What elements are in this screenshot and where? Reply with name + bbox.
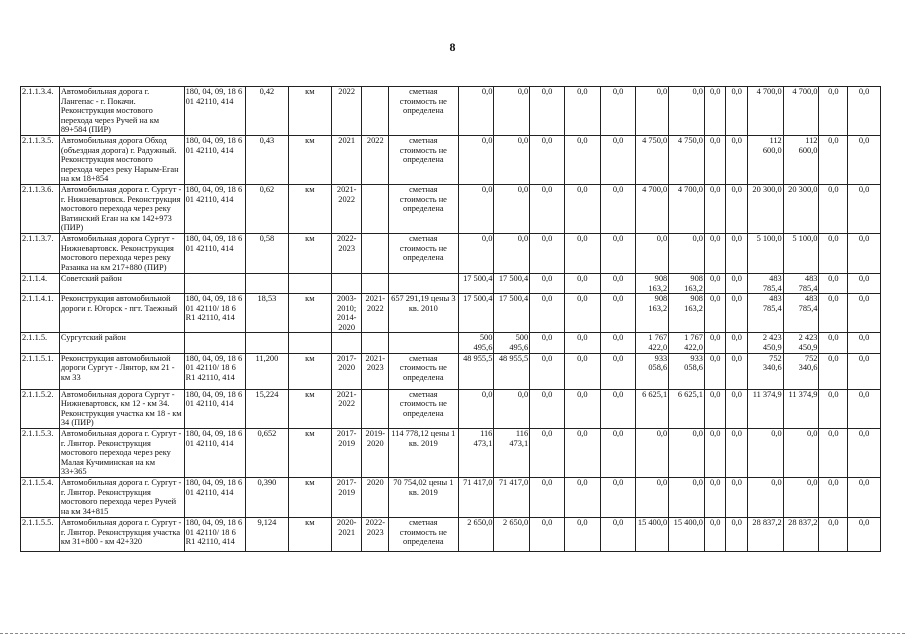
cell-regional-y3: 112 600,0 (783, 135, 819, 184)
cell-total: 0,0 (458, 389, 494, 428)
cell-build-years: 2021-2022 (362, 294, 389, 333)
cell-capacity: 0,58 (245, 233, 288, 273)
cell-federal-budget: 0,0 (530, 478, 565, 518)
cell-row-code: 2.1.1.5.3. (21, 429, 60, 478)
cell-total: 0,0 (458, 87, 494, 136)
cell-local-y3: 0,0 (819, 273, 848, 293)
cell-regional-budget: 500 495,6 (494, 333, 530, 353)
cell-estimated-cost: 657 291,19 цены 3 кв. 2010 (389, 294, 459, 333)
cell-design-years: 2003-2010; 2014-2020 (331, 294, 362, 333)
cell-total-y2: 4 700,0 (636, 184, 669, 233)
cell-design-years: 2017-2019 (331, 429, 362, 478)
cell-local-y2: 0,0 (704, 389, 725, 428)
cell-object-name: Советский район (59, 273, 184, 293)
cell-regional-budget: 17 500,4 (494, 273, 530, 293)
cell-total-y3: 0,0 (747, 429, 783, 478)
cell-other-sources: 0,0 (600, 478, 636, 518)
cell-row-code: 2.1.1.4.1. (21, 294, 60, 333)
cell-local-y3: 0,0 (819, 333, 848, 353)
cell-local-y3: 0,0 (819, 353, 848, 389)
cell-estimated-cost (389, 333, 459, 353)
cell-regional-y3: 2 423 450,9 (783, 333, 819, 353)
cell-unit: км (288, 389, 331, 428)
cell-federal-budget: 0,0 (530, 233, 565, 273)
cell-estimated-cost: сметная стоимость не определена (389, 233, 459, 273)
cell-federal-budget: 0,0 (530, 135, 565, 184)
cell-unit (288, 273, 331, 293)
table-row (21, 478, 881, 518)
cell-regional-y2: 4 750,0 (669, 135, 705, 184)
cell-object-name: Автомобильная дорога г. Сургут - г. Лянтор. Реконструкция мостового перехода через реку Малая Кучиминская на км 33+365 (59, 429, 184, 478)
cell-regional-budget: 0,0 (494, 389, 530, 428)
cell-local-y2: 0,0 (704, 478, 725, 518)
cell-capacity: 11,200 (245, 353, 288, 389)
cell-unit: км (288, 353, 331, 389)
cell-regional-budget: 48 955,5 (494, 353, 530, 389)
cell-regional-y2: 908 163,2 (669, 273, 705, 293)
cell-capacity: 15,224 (245, 389, 288, 428)
cell-budget-code: 180, 04, 09, 18 6 01 42110, 414 (184, 389, 245, 428)
cell-other-y2: 0,0 (726, 135, 747, 184)
cell-total-y2: 0,0 (636, 233, 669, 273)
cell-other-sources: 0,0 (600, 273, 636, 293)
cell-other-y3: 0,0 (848, 135, 881, 184)
cell-other-y2: 0,0 (726, 389, 747, 428)
cell-federal-budget: 0,0 (530, 389, 565, 428)
cell-local-budget: 0,0 (564, 518, 600, 552)
cell-total: 17 500,4 (458, 273, 494, 293)
cell-estimated-cost (389, 273, 459, 293)
cell-unit: км (288, 478, 331, 518)
cell-object-name: Автомобильная дорога г. Сургут - г. Лянтор. Реконструкция мостового перехода через Ручей на км 34+815 (59, 478, 184, 518)
cell-row-code: 2.1.1.3.6. (21, 184, 60, 233)
cell-other-y2: 0,0 (726, 429, 747, 478)
cell-regional-budget: 17 500,4 (494, 294, 530, 333)
cell-build-years: 2021-2023 (362, 353, 389, 389)
cell-capacity: 9,124 (245, 518, 288, 552)
cell-total-y3: 28 837,2 (747, 518, 783, 552)
cell-regional-y2: 933 058,6 (669, 353, 705, 389)
cell-budget-code: 180, 04, 09, 18 6 01 42110, 414 (184, 233, 245, 273)
cell-other-sources: 0,0 (600, 294, 636, 333)
cell-other-sources: 0,0 (600, 233, 636, 273)
cell-regional-y3: 11 374,9 (783, 389, 819, 428)
cell-local-budget: 0,0 (564, 353, 600, 389)
cell-build-years: 2022 (362, 135, 389, 184)
cell-local-y3: 0,0 (819, 429, 848, 478)
cell-row-code: 2.1.1.5.1. (21, 353, 60, 389)
cell-other-y3: 0,0 (848, 518, 881, 552)
cell-regional-y3: 0,0 (783, 429, 819, 478)
cell-regional-y2: 1 767 422,0 (669, 333, 705, 353)
cell-other-y3: 0,0 (848, 184, 881, 233)
budget-table (20, 86, 881, 552)
cell-estimated-cost: сметная стоимость не определена (389, 135, 459, 184)
cell-total: 0,0 (458, 233, 494, 273)
cell-regional-budget: 0,0 (494, 184, 530, 233)
cell-total: 17 500,4 (458, 294, 494, 333)
cell-other-y3: 0,0 (848, 273, 881, 293)
cell-unit (288, 333, 331, 353)
cell-total-y2: 0,0 (636, 429, 669, 478)
cell-build-years: 2022-2023 (362, 518, 389, 552)
cell-federal-budget: 0,0 (530, 294, 565, 333)
cell-regional-y2: 0,0 (669, 87, 705, 136)
cell-total-y2: 4 750,0 (636, 135, 669, 184)
cell-unit: км (288, 518, 331, 552)
cell-estimated-cost: сметная стоимость не определена (389, 389, 459, 428)
cell-local-budget: 0,0 (564, 273, 600, 293)
cell-total-y2: 1 767 422,0 (636, 333, 669, 353)
cell-other-y2: 0,0 (726, 184, 747, 233)
cell-local-y2: 0,0 (704, 429, 725, 478)
page-bottom-rule (0, 633, 905, 634)
cell-regional-y3: 0,0 (783, 478, 819, 518)
cell-other-y2: 0,0 (726, 87, 747, 136)
cell-build-years (362, 184, 389, 233)
cell-unit: км (288, 233, 331, 273)
table-row (21, 518, 881, 552)
cell-row-code: 2.1.1.5.4. (21, 478, 60, 518)
cell-other-y3: 0,0 (848, 478, 881, 518)
cell-object-name: Автомобильная дорога г. Лангепас - г. Покачи. Реконструкция мостового перехода через Ручей на км 89+584 (ПИР) (59, 87, 184, 136)
cell-total-y3: 2 423 450,9 (747, 333, 783, 353)
table-row (21, 294, 881, 333)
cell-other-sources: 0,0 (600, 353, 636, 389)
cell-local-y3: 0,0 (819, 233, 848, 273)
cell-other-sources: 0,0 (600, 87, 636, 136)
cell-local-y3: 0,0 (819, 135, 848, 184)
cell-estimated-cost: сметная стоимость не определена (389, 87, 459, 136)
cell-local-y3: 0,0 (819, 184, 848, 233)
cell-regional-y3: 483 785,4 (783, 294, 819, 333)
cell-total: 116 473,1 (458, 429, 494, 478)
cell-other-sources: 0,0 (600, 389, 636, 428)
cell-other-sources: 0,0 (600, 184, 636, 233)
cell-budget-code (184, 273, 245, 293)
cell-regional-y2: 0,0 (669, 478, 705, 518)
cell-total: 500 495,6 (458, 333, 494, 353)
cell-capacity: 0,390 (245, 478, 288, 518)
cell-local-y3: 0,0 (819, 478, 848, 518)
cell-object-name: Реконструкция автомобильной дороги Сургут - Лянтор, км 21 - км 33 (59, 353, 184, 389)
cell-object-name: Автомобильная дорога г. Сургут - г. Нижневартовск. Реконструкция мостового перехода через реку Ватинский Еган на км 142+973 (ПИР) (59, 184, 184, 233)
cell-regional-budget: 71 417,0 (494, 478, 530, 518)
cell-object-name: Автомобильная дорога Обход (объездная дорога) г. Радужный. Реконструкция мостового перехода через реку Нарым-Еган на км 18+854 (59, 135, 184, 184)
cell-local-y2: 0,0 (704, 233, 725, 273)
cell-row-code: 2.1.1.3.5. (21, 135, 60, 184)
cell-local-budget: 0,0 (564, 135, 600, 184)
cell-capacity (245, 273, 288, 293)
cell-budget-code: 180, 04, 09, 18 6 01 42110/ 18 6 R1 42110, 414 (184, 518, 245, 552)
cell-local-y3: 0,0 (819, 294, 848, 333)
cell-unit: км (288, 87, 331, 136)
cell-other-sources: 0,0 (600, 333, 636, 353)
cell-regional-y3: 28 837,2 (783, 518, 819, 552)
cell-budget-code: 180, 04, 09, 18 6 01 42110, 414 (184, 87, 245, 136)
cell-build-years (362, 273, 389, 293)
cell-budget-code: 180, 04, 09, 18 6 01 42110/ 18 6 R1 42110, 414 (184, 353, 245, 389)
table-row (21, 333, 881, 353)
cell-local-y2: 0,0 (704, 135, 725, 184)
cell-federal-budget: 0,0 (530, 333, 565, 353)
cell-regional-budget: 2 650,0 (494, 518, 530, 552)
table-row (21, 135, 881, 184)
cell-design-years: 2017-2020 (331, 353, 362, 389)
cell-build-years (362, 233, 389, 273)
cell-budget-code: 180, 04, 09, 18 6 01 42110, 414 (184, 184, 245, 233)
cell-regional-y2: 4 700,0 (669, 184, 705, 233)
cell-row-code: 2.1.1.3.4. (21, 87, 60, 136)
cell-design-years: 2022 (331, 87, 362, 136)
cell-total: 0,0 (458, 184, 494, 233)
cell-estimated-cost: сметная стоимость не определена (389, 184, 459, 233)
cell-federal-budget: 0,0 (530, 353, 565, 389)
cell-total-y3: 483 785,4 (747, 273, 783, 293)
cell-build-years (362, 333, 389, 353)
cell-total: 71 417,0 (458, 478, 494, 518)
cell-capacity (245, 333, 288, 353)
cell-local-budget: 0,0 (564, 333, 600, 353)
cell-budget-code: 180, 04, 09, 18 6 01 42110, 414 (184, 135, 245, 184)
cell-local-budget: 0,0 (564, 478, 600, 518)
cell-regional-budget: 116 473,1 (494, 429, 530, 478)
cell-other-y2: 0,0 (726, 273, 747, 293)
cell-other-y2: 0,0 (726, 294, 747, 333)
cell-total-y2: 15 400,0 (636, 518, 669, 552)
cell-total-y3: 11 374,9 (747, 389, 783, 428)
cell-estimated-cost: 70 754,02 цены 1 кв. 2019 (389, 478, 459, 518)
cell-other-y2: 0,0 (726, 478, 747, 518)
cell-other-y2: 0,0 (726, 333, 747, 353)
cell-total-y3: 0,0 (747, 478, 783, 518)
cell-total-y2: 908 163,2 (636, 273, 669, 293)
cell-object-name: Автомобильная дорога Сургут - Нижневартовск, км 12 - км 34. Реконструкция участка км 18 - км 34 (ПИР) (59, 389, 184, 428)
cell-regional-y2: 15 400,0 (669, 518, 705, 552)
cell-capacity: 0,62 (245, 184, 288, 233)
cell-local-y3: 0,0 (819, 518, 848, 552)
cell-local-budget: 0,0 (564, 389, 600, 428)
cell-other-y3: 0,0 (848, 294, 881, 333)
cell-unit: км (288, 184, 331, 233)
cell-unit: км (288, 429, 331, 478)
cell-regional-y3: 483 785,4 (783, 273, 819, 293)
cell-local-y2: 0,0 (704, 273, 725, 293)
cell-capacity: 0,43 (245, 135, 288, 184)
cell-local-y2: 0,0 (704, 353, 725, 389)
cell-total-y2: 6 625,1 (636, 389, 669, 428)
cell-local-y2: 0,0 (704, 184, 725, 233)
cell-unit: км (288, 294, 331, 333)
cell-capacity: 18,53 (245, 294, 288, 333)
cell-regional-y3: 5 100,0 (783, 233, 819, 273)
cell-total-y3: 752 340,6 (747, 353, 783, 389)
table-row (21, 389, 881, 428)
cell-regional-y2: 908 163,2 (669, 294, 705, 333)
cell-total: 0,0 (458, 135, 494, 184)
cell-design-years (331, 273, 362, 293)
cell-other-sources: 0,0 (600, 135, 636, 184)
cell-regional-budget: 0,0 (494, 233, 530, 273)
cell-local-budget: 0,0 (564, 184, 600, 233)
cell-regional-y3: 752 340,6 (783, 353, 819, 389)
cell-other-y3: 0,0 (848, 333, 881, 353)
cell-other-y3: 0,0 (848, 429, 881, 478)
cell-object-name: Автомобильная дорога Сургут - Нижневартовск. Реконструкция мостового перехода через реку Разанка на км 217+880 (ПИР) (59, 233, 184, 273)
cell-budget-code (184, 333, 245, 353)
cell-local-budget: 0,0 (564, 429, 600, 478)
table-row (21, 429, 881, 478)
cell-row-code: 2.1.1.5.5. (21, 518, 60, 552)
cell-budget-code: 180, 04, 09, 18 6 01 42110/ 18 6 R1 42110, 414 (184, 294, 245, 333)
table-row (21, 184, 881, 233)
cell-estimated-cost: сметная стоимость не определена (389, 518, 459, 552)
cell-total-y2: 908 163,2 (636, 294, 669, 333)
cell-local-budget: 0,0 (564, 87, 600, 136)
cell-other-y3: 0,0 (848, 233, 881, 273)
cell-design-years: 2017-2019 (331, 478, 362, 518)
cell-budget-code: 180, 04, 09, 18 6 01 42110, 414 (184, 478, 245, 518)
cell-federal-budget: 0,0 (530, 273, 565, 293)
cell-regional-y2: 0,0 (669, 233, 705, 273)
cell-estimated-cost: 114 778,12 цены 1 кв. 2019 (389, 429, 459, 478)
cell-total-y3: 20 300,0 (747, 184, 783, 233)
cell-local-budget: 0,0 (564, 294, 600, 333)
cell-other-y3: 0,0 (848, 87, 881, 136)
page-number: 8 (449, 40, 456, 54)
cell-total-y3: 112 600,0 (747, 135, 783, 184)
cell-other-y3: 0,0 (848, 389, 881, 428)
cell-build-years: 2019-2020 (362, 429, 389, 478)
cell-regional-y3: 20 300,0 (783, 184, 819, 233)
cell-build-years (362, 389, 389, 428)
cell-design-years: 2021-2022 (331, 389, 362, 428)
cell-other-y3: 0,0 (848, 353, 881, 389)
cell-federal-budget: 0,0 (530, 87, 565, 136)
table-row (21, 273, 881, 293)
cell-row-code: 2.1.1.3.7. (21, 233, 60, 273)
cell-object-name: Автомобильная дорога г. Сургут - г. Лянтор. Реконструкция участка км 31+800 - км 42+320 (59, 518, 184, 552)
cell-other-y2: 0,0 (726, 353, 747, 389)
cell-design-years: 2020-2021 (331, 518, 362, 552)
table-row (21, 87, 881, 136)
cell-federal-budget: 0,0 (530, 184, 565, 233)
cell-local-y3: 0,0 (819, 389, 848, 428)
cell-design-years (331, 333, 362, 353)
table-row (21, 233, 881, 273)
cell-design-years: 2021-2022 (331, 184, 362, 233)
cell-federal-budget: 0,0 (530, 518, 565, 552)
cell-capacity: 0,42 (245, 87, 288, 136)
cell-row-code: 2.1.1.5. (21, 333, 60, 353)
cell-local-y2: 0,0 (704, 294, 725, 333)
cell-local-budget: 0,0 (564, 233, 600, 273)
cell-build-years: 2020 (362, 478, 389, 518)
cell-build-years (362, 87, 389, 136)
cell-regional-y3: 4 700,0 (783, 87, 819, 136)
cell-total-y2: 0,0 (636, 87, 669, 136)
cell-budget-code: 180, 04, 09, 18 6 01 42110, 414 (184, 429, 245, 478)
cell-regional-budget: 0,0 (494, 87, 530, 136)
cell-total-y3: 5 100,0 (747, 233, 783, 273)
cell-local-y2: 0,0 (704, 333, 725, 353)
cell-total-y3: 4 700,0 (747, 87, 783, 136)
cell-total: 2 650,0 (458, 518, 494, 552)
cell-design-years: 2022-2023 (331, 233, 362, 273)
cell-regional-y2: 0,0 (669, 429, 705, 478)
cell-local-y3: 0,0 (819, 87, 848, 136)
cell-local-y2: 0,0 (704, 87, 725, 136)
cell-row-code: 2.1.1.4. (21, 273, 60, 293)
cell-total-y2: 933 058,6 (636, 353, 669, 389)
table-row (21, 353, 881, 389)
cell-total-y2: 0,0 (636, 478, 669, 518)
cell-federal-budget: 0,0 (530, 429, 565, 478)
cell-other-y2: 0,0 (726, 233, 747, 273)
cell-unit: км (288, 135, 331, 184)
cell-object-name: Сургутский район (59, 333, 184, 353)
cell-estimated-cost: сметная стоимость не определена (389, 353, 459, 389)
cell-local-y2: 0,0 (704, 518, 725, 552)
cell-other-sources: 0,0 (600, 518, 636, 552)
cell-total: 48 955,5 (458, 353, 494, 389)
cell-other-y2: 0,0 (726, 518, 747, 552)
cell-total-y3: 483 785,4 (747, 294, 783, 333)
cell-capacity: 0,652 (245, 429, 288, 478)
cell-regional-y2: 6 625,1 (669, 389, 705, 428)
cell-design-years: 2021 (331, 135, 362, 184)
cell-row-code: 2.1.1.5.2. (21, 389, 60, 428)
cell-regional-budget: 0,0 (494, 135, 530, 184)
cell-object-name: Реконструкция автомобильной дороги г. Югорск - пгт. Таежный (59, 294, 184, 333)
cell-other-sources: 0,0 (600, 429, 636, 478)
